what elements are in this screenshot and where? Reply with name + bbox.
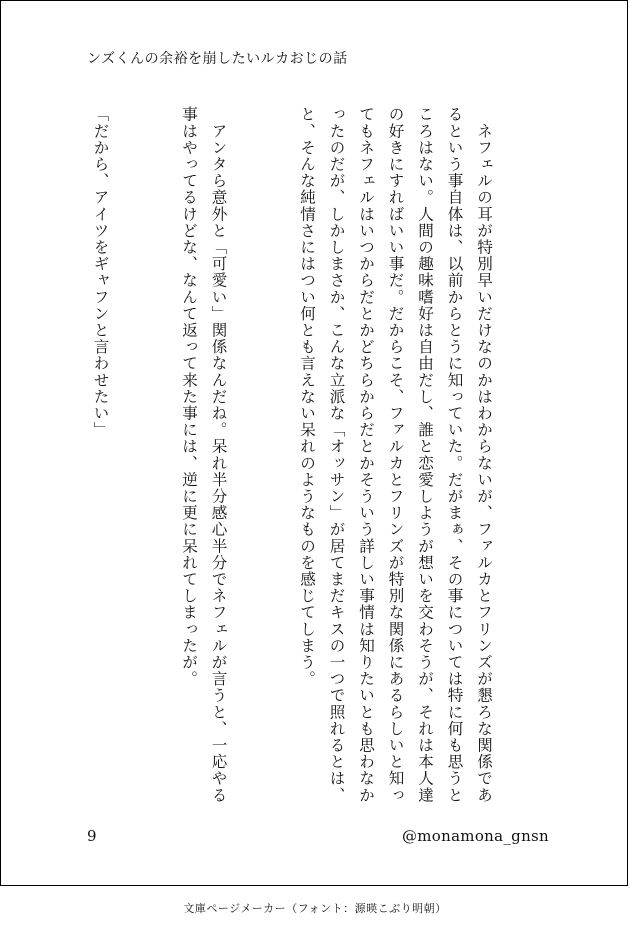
dialogue-line-1: 「だから、アイツをギャフンと言わせたい」 <box>91 106 110 438</box>
app-credit: 文庫ページメーカー（フォント：源暎こぶり明朝） <box>183 902 447 915</box>
author-handle: @monamona_gnsn <box>401 827 549 845</box>
paragraph-2: アンタら意外と「可愛い」関係なんだね。呆れ半分感心半分でネフェルが言うと、一応やる事はやってるけどな、なんて返って来た事には、逆に更に呆れてしまったが。 <box>180 106 228 804</box>
page-number: 9 <box>87 827 97 845</box>
paragraph-1: ネフェルの耳が特別早いだけなのかはわからないが、ファルカとフリンズが懇ろな関係であるという事自体は、以前からとうに知っていた。だがまぁ、その事については特に何も思うところはない。人間の趣味嗜好は自由だし、誰と恋愛しようが想いを交わそうが、それは本人達の好きにすればいい事だ。だからこそ、ファルカとフリンズが特別な関係にあるらしいと知ってもネフェルはいつからだとかどちらからだとかそういう詳しい事情は知りたいとも思わなかったのだが、しかしまさか、こんな立派な「オッサン」が居てまだキスの一つで照れるとは、と、そんな純情さにはつい何とも言えない呆れのようなものを感じてしまう。 <box>298 106 493 804</box>
page-title: ンズくんの余裕を崩したいルカおじの話 <box>87 51 348 67</box>
body-text <box>0 106 557 806</box>
